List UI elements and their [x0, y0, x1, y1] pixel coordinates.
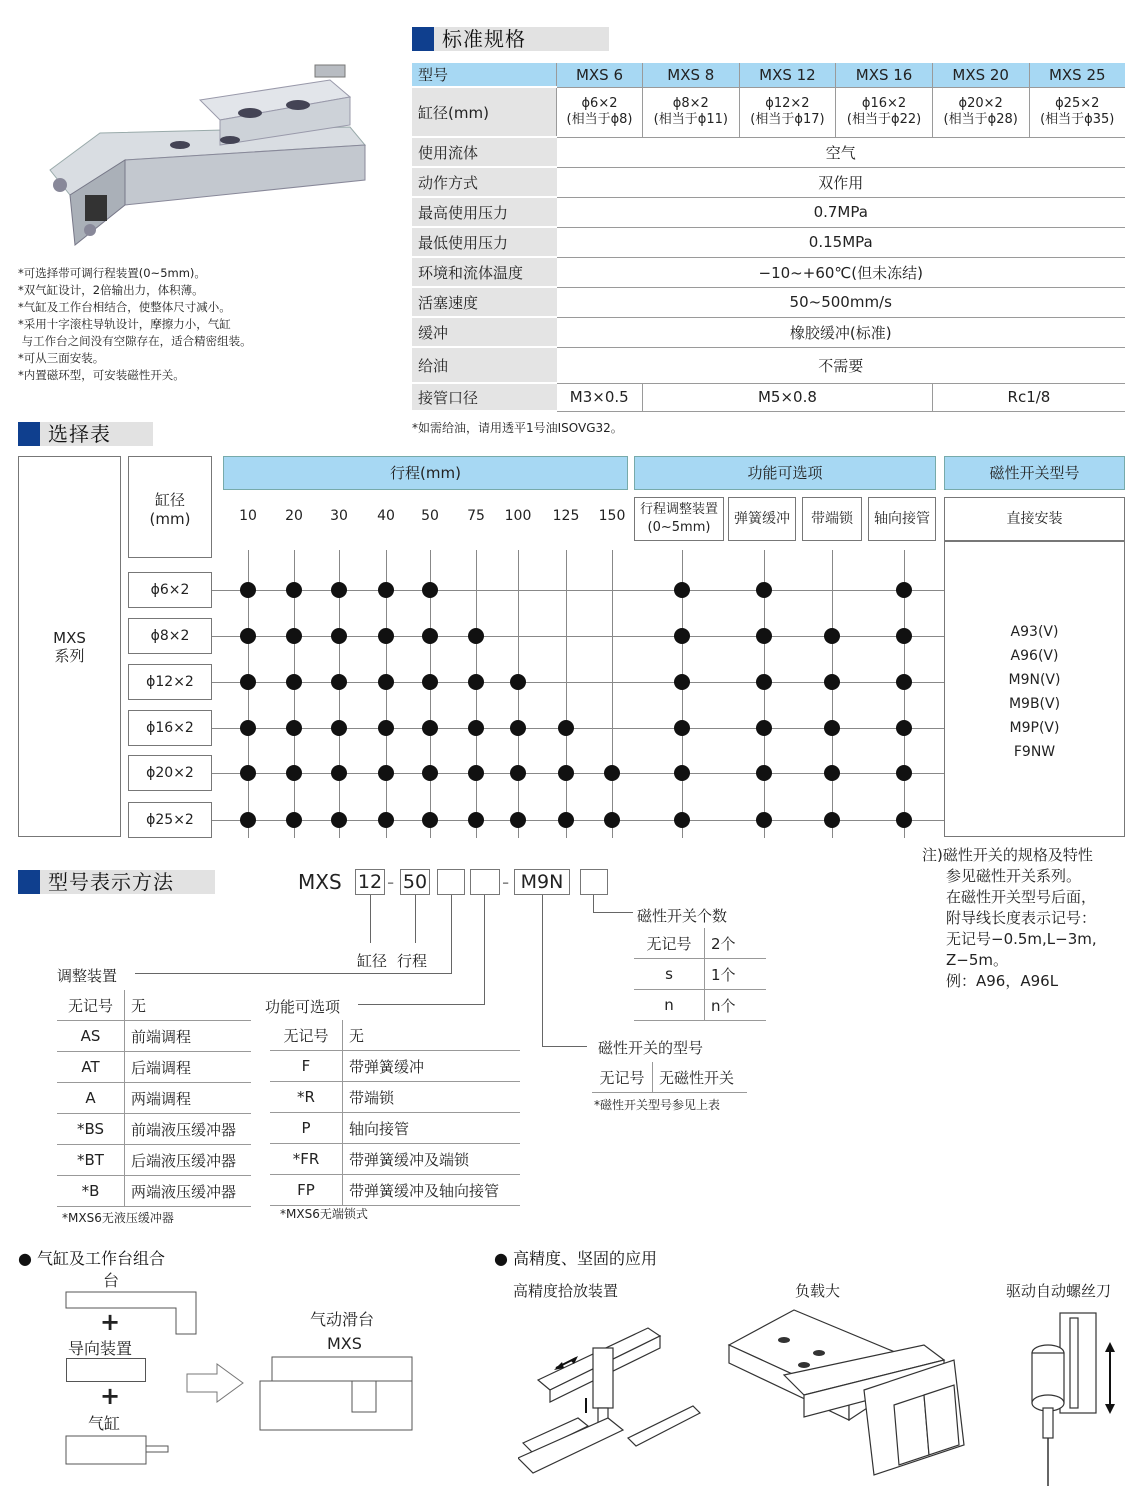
- bore-row-label: ϕ16×2: [128, 710, 212, 746]
- code-symbol: 无记号: [57, 990, 125, 1021]
- stroke-label: 50: [421, 508, 439, 524]
- selection-section-heading: [18, 422, 153, 446]
- available-dot: [422, 628, 438, 644]
- bore-value: ϕ12×2: [765, 96, 810, 111]
- plus-sign: +: [100, 1308, 121, 1336]
- code-meaning: 1个: [705, 959, 767, 990]
- sw-note: *磁性开关型号参见上表: [594, 1098, 721, 1112]
- bore-equiv: (相当于ϕ28): [943, 112, 1018, 127]
- switch-model: A93(V): [1010, 624, 1059, 640]
- stroke-label: 150: [598, 508, 626, 524]
- option-dot: [896, 812, 912, 828]
- code-stroke: 50: [400, 869, 430, 895]
- code-symbol: s: [634, 959, 705, 990]
- adjust-note: *MXS6无液压缓冲器: [62, 1211, 174, 1225]
- code-meaning: 带弹簧缓冲: [343, 1051, 521, 1082]
- spec-row-label: 动作方式: [412, 167, 557, 197]
- stroke-label: 40: [377, 508, 395, 524]
- spec-row-label: 给油: [412, 347, 557, 383]
- available-dot: [558, 812, 574, 828]
- heavy-load-illustration: [724, 1305, 974, 1495]
- available-dot: [286, 765, 302, 781]
- switch-note: [922, 845, 1097, 992]
- available-dot: [240, 812, 256, 828]
- spec-row-label: 最高使用压力: [412, 197, 557, 227]
- func-note: *MXS6无端锁式: [280, 1207, 368, 1221]
- code-symbol: A: [57, 1083, 125, 1114]
- selection-title: 选择表: [48, 422, 111, 446]
- spec-row-value: 空气: [557, 137, 1126, 167]
- bore-caption: 缸径: [357, 952, 388, 970]
- option-label: 行程调整装置: [639, 502, 718, 517]
- count-title: 磁性开关个数: [637, 907, 728, 925]
- available-dot: [378, 674, 394, 690]
- bore-equiv: (相当于ϕ35): [1040, 112, 1115, 127]
- option-dot: [824, 628, 840, 644]
- model-header: MXS 8: [643, 63, 740, 87]
- spec-row-value: 不需要: [557, 347, 1126, 383]
- table-shape: [60, 1288, 210, 1338]
- switch-model: M9N(V): [1008, 672, 1061, 688]
- spec-row-label: 环境和流体温度: [412, 257, 557, 287]
- cylinder-label: 气缸: [88, 1414, 121, 1433]
- available-dot: [422, 812, 438, 828]
- bore-value: ϕ20×2: [958, 96, 1003, 111]
- spec-row-value: 50~500mm/s: [557, 287, 1126, 317]
- bore-equiv: (相当于ϕ17): [750, 112, 825, 127]
- port-value: M5×0.8: [643, 383, 933, 411]
- code-meaning: 无: [343, 1020, 521, 1051]
- model-header: MXS 20: [932, 63, 1029, 87]
- bore-row-label: ϕ20×2: [128, 755, 212, 791]
- code-meaning: n个: [705, 990, 767, 1021]
- available-dot: [240, 720, 256, 736]
- available-dot: [468, 765, 484, 781]
- code-symbol: 无记号: [270, 1020, 343, 1051]
- available-dot: [468, 812, 484, 828]
- model-header: MXS 12: [739, 63, 836, 87]
- option-dot: [896, 674, 912, 690]
- spec-title: 标准规格: [442, 27, 526, 51]
- available-dot: [331, 765, 347, 781]
- stroke-caption: 行程: [397, 952, 428, 970]
- option-dot: [756, 720, 772, 736]
- available-dot: [468, 720, 484, 736]
- option-lock: 带端锁: [802, 497, 862, 541]
- count-table: [634, 928, 766, 1021]
- product-photo: [30, 45, 370, 255]
- series-box: [18, 456, 121, 837]
- func-table: [270, 1020, 520, 1206]
- code-meaning: 后端液压缓冲器: [125, 1145, 252, 1176]
- feature-item: *可从三面安装。: [18, 351, 105, 365]
- stroke-label: 125: [552, 508, 580, 524]
- grid-vline: [518, 550, 519, 838]
- available-dot: [558, 765, 574, 781]
- spec-section-heading: [412, 27, 609, 51]
- note-line: 例：A96，A96L: [946, 972, 1059, 990]
- option-dot: [824, 812, 840, 828]
- code-meaning: 带弹簧缓冲及端锁: [343, 1144, 521, 1175]
- code-symbol: *B: [57, 1176, 125, 1207]
- grid-vline: [612, 550, 613, 838]
- note-line: 注)磁性开关的规格及特性: [922, 846, 1093, 864]
- available-dot: [510, 720, 526, 736]
- bore-row-label: ϕ6×2: [128, 572, 212, 608]
- table-label: 台: [103, 1271, 120, 1290]
- switch-list-box: [944, 541, 1125, 837]
- available-dot: [422, 765, 438, 781]
- code-dash: -: [502, 870, 510, 894]
- available-dot: [331, 628, 347, 644]
- spec-row-value: 橡胶缓冲(标准): [557, 317, 1126, 347]
- spec-row-label: 使用流体: [412, 137, 557, 167]
- bore-label: 缸径(mm): [412, 87, 557, 137]
- adjust-table: [57, 990, 251, 1207]
- switch-mount: 直接安装: [944, 497, 1125, 541]
- code-meaning: 带弹簧缓冲及轴向接管: [343, 1175, 521, 1206]
- model-code-heading: [18, 870, 215, 894]
- bore-equiv: (相当于ϕ8): [566, 112, 633, 127]
- sw-table: [592, 1062, 747, 1093]
- available-dot: [510, 674, 526, 690]
- code-adjust-slot: [437, 869, 465, 895]
- app-label: 负载大: [795, 1282, 841, 1300]
- option-dot: [824, 720, 840, 736]
- spec-table: [412, 63, 1125, 412]
- available-dot: [378, 720, 394, 736]
- available-dot: [422, 674, 438, 690]
- available-dot: [240, 674, 256, 690]
- code-symbol: n: [634, 990, 705, 1021]
- app-label: 驱动自动螺丝刀: [1006, 1282, 1112, 1300]
- available-dot: [422, 582, 438, 598]
- function-header: 功能可选项: [634, 456, 936, 490]
- code-symbol: AT: [57, 1052, 125, 1083]
- code-symbol: FP: [270, 1175, 343, 1206]
- spec-header-label: 型号: [412, 63, 557, 87]
- available-dot: [286, 720, 302, 736]
- spec-footnote: *如需给油，请用透平1号油ISOVG32。: [412, 421, 623, 435]
- guide-shape: [66, 1358, 146, 1382]
- grid-hline: [212, 590, 944, 591]
- option-spring: 弹簧缓冲: [728, 497, 796, 541]
- spec-row-value: 双作用: [557, 167, 1126, 197]
- available-dot: [286, 628, 302, 644]
- available-dot: [604, 765, 620, 781]
- available-dot: [378, 812, 394, 828]
- sw-title: 磁性开关的型号: [598, 1039, 704, 1057]
- code-meaning: 无: [125, 990, 252, 1021]
- bore-unit: (mm): [149, 510, 191, 528]
- code-symbol: *BS: [57, 1114, 125, 1145]
- stroke-label: 75: [467, 508, 485, 524]
- feature-item: 与工作台之间没有空隙存在，适合精密组装。: [18, 334, 252, 348]
- option-sublabel: (0~5mm): [647, 520, 711, 535]
- option-dot: [896, 628, 912, 644]
- bore-row-label: ϕ12×2: [128, 664, 212, 700]
- switch-model: A96(V): [1010, 648, 1059, 664]
- app-label: 高精度拾放装置: [513, 1282, 619, 1300]
- stroke-label: 10: [239, 508, 257, 524]
- available-dot: [286, 812, 302, 828]
- code-dash: -: [387, 870, 395, 894]
- series-name: MXS: [53, 629, 86, 647]
- feature-item: *双气缸设计，2倍输出力，体积薄。: [18, 283, 204, 297]
- available-dot: [378, 628, 394, 644]
- spec-row-label: 最低使用压力: [412, 227, 557, 257]
- bore-value: ϕ6×2: [581, 96, 618, 111]
- code-symbol: 无记号: [634, 928, 705, 959]
- code-meaning: 两端调程: [125, 1083, 252, 1114]
- option-dot: [756, 628, 772, 644]
- available-dot: [331, 582, 347, 598]
- option-dot: [824, 674, 840, 690]
- option-dot: [674, 628, 690, 644]
- available-dot: [558, 720, 574, 736]
- series-suffix: 系列: [54, 647, 85, 665]
- code-switch: M9N: [514, 869, 570, 895]
- feature-list: [18, 265, 252, 384]
- option-axial: 轴向接管: [868, 497, 936, 541]
- plus-sign: +: [100, 1382, 121, 1410]
- option-stroke-adjust: [634, 497, 724, 541]
- available-dot: [286, 582, 302, 598]
- available-dot: [378, 765, 394, 781]
- code-meaning: 后端调程: [125, 1052, 252, 1083]
- option-dot: [674, 582, 690, 598]
- note-line: 参见磁性开关系列。: [946, 867, 1082, 885]
- note-line: 附导线长度表示记号：: [946, 909, 1097, 927]
- option-dot: [756, 674, 772, 690]
- spec-row-value: 0.15MPa: [557, 227, 1126, 257]
- code-meaning: 轴向接管: [343, 1113, 521, 1144]
- feature-item: *采用十字滚柱导轨设计，摩擦力小，气缸: [18, 317, 231, 331]
- option-dot: [896, 765, 912, 781]
- adjust-title: 调整装置: [57, 967, 118, 985]
- switch-model: M9P(V): [1009, 720, 1060, 736]
- option-dot: [756, 765, 772, 781]
- code-bore: 12: [355, 869, 385, 895]
- option-dot: [674, 674, 690, 690]
- code-meaning: 前端调程: [125, 1021, 252, 1052]
- available-dot: [331, 812, 347, 828]
- bore-row-label: ϕ8×2: [128, 618, 212, 654]
- code-meaning: 两端液压缓冲器: [125, 1176, 252, 1207]
- switch-header: 磁性开关型号: [944, 456, 1125, 490]
- model-header: MXS 25: [1029, 63, 1125, 87]
- code-symbol: F: [270, 1051, 343, 1082]
- result-model: MXS: [327, 1334, 362, 1353]
- stroke-label: 100: [504, 508, 532, 524]
- spec-row-label: 活塞速度: [412, 287, 557, 317]
- apps-title: ● 高精度、坚固的应用: [494, 1249, 658, 1268]
- available-dot: [468, 674, 484, 690]
- available-dot: [604, 812, 620, 828]
- code-meaning: 带端锁: [343, 1082, 521, 1113]
- stroke-header: 行程(mm): [223, 456, 628, 490]
- feature-item: *气缸及工作台相结合，使整体尺寸减小。: [18, 300, 231, 314]
- model-header: MXS 6: [557, 63, 643, 87]
- screwdriver-illustration: [1020, 1308, 1130, 1498]
- grid-vline: [476, 550, 477, 838]
- code-symbol: AS: [57, 1021, 125, 1052]
- code-func-slot: [470, 869, 500, 895]
- port-label: 接管口径: [412, 383, 557, 411]
- bore-value: ϕ8×2: [672, 96, 709, 111]
- option-dot: [674, 765, 690, 781]
- grid-vline: [566, 550, 567, 838]
- bore-value: ϕ25×2: [1055, 96, 1100, 111]
- available-dot: [286, 674, 302, 690]
- feature-item: *可选择带可调行程装置(0~5mm)。: [18, 266, 206, 280]
- code-meaning: 前端液压缓冲器: [125, 1114, 252, 1145]
- func-title: 功能可选项: [265, 998, 341, 1016]
- option-dot: [756, 812, 772, 828]
- feature-item: *内置磁环型，可安装磁性开关。: [18, 368, 185, 382]
- code-symbol: *BT: [57, 1145, 125, 1176]
- spec-row-label: 缓冲: [412, 317, 557, 347]
- available-dot: [240, 582, 256, 598]
- arrow-icon: [183, 1360, 249, 1406]
- cylinder-shape: [64, 1432, 174, 1468]
- option-dot: [674, 812, 690, 828]
- available-dot: [510, 812, 526, 828]
- switch-model: M9B(V): [1008, 696, 1061, 712]
- grid-vline: [832, 550, 833, 838]
- code-symbol: *FR: [270, 1144, 343, 1175]
- bore-value: ϕ16×2: [861, 96, 907, 111]
- slide-shape: [256, 1354, 416, 1434]
- spec-row-value: −10~+60℃(但未冻结): [557, 257, 1126, 287]
- code-symbol: *R: [270, 1082, 343, 1113]
- code-count-slot: [580, 869, 608, 895]
- code-symbol: P: [270, 1113, 343, 1144]
- spec-row-value: 0.7MPa: [557, 197, 1126, 227]
- option-dot: [896, 582, 912, 598]
- bore-head: 缸径: [154, 491, 185, 509]
- available-dot: [331, 720, 347, 736]
- available-dot: [240, 765, 256, 781]
- note-line: 无记号−0.5m,L−3m,: [946, 930, 1097, 948]
- bore-equiv: (相当于ϕ11): [653, 112, 728, 127]
- bore-row-label: ϕ25×2: [128, 802, 212, 838]
- combo-title: ● 气缸及工作台组合: [18, 1249, 166, 1268]
- model-header: MXS 16: [836, 63, 933, 87]
- option-dot: [824, 765, 840, 781]
- option-dot: [756, 582, 772, 598]
- stroke-label: 20: [285, 508, 303, 524]
- option-dot: [674, 720, 690, 736]
- available-dot: [422, 720, 438, 736]
- available-dot: [331, 674, 347, 690]
- result-label: 气动滑台: [310, 1310, 375, 1329]
- available-dot: [510, 765, 526, 781]
- port-value: Rc1/8: [932, 383, 1125, 411]
- code-prefix: MXS: [298, 870, 342, 894]
- note-line: Z−5m。: [946, 951, 1008, 969]
- port-value: M3×0.5: [557, 383, 643, 411]
- bore-head-box: [128, 456, 212, 558]
- available-dot: [378, 582, 394, 598]
- stroke-label: 30: [330, 508, 348, 524]
- note-line: 在磁性开关型号后面，: [946, 888, 1097, 906]
- bore-equiv: (相当于ϕ22): [846, 112, 922, 127]
- code-symbol: 无记号: [592, 1062, 653, 1093]
- guide-label: 导向装置: [68, 1339, 133, 1358]
- option-dot: [896, 720, 912, 736]
- switch-model: F9NW: [1013, 744, 1056, 760]
- code-meaning: 无磁性开关: [653, 1062, 748, 1093]
- available-dot: [468, 628, 484, 644]
- available-dot: [240, 628, 256, 644]
- model-code-title: 型号表示方法: [48, 870, 174, 894]
- code-meaning: 2个: [705, 928, 767, 959]
- pick-place-illustration: [518, 1318, 708, 1478]
